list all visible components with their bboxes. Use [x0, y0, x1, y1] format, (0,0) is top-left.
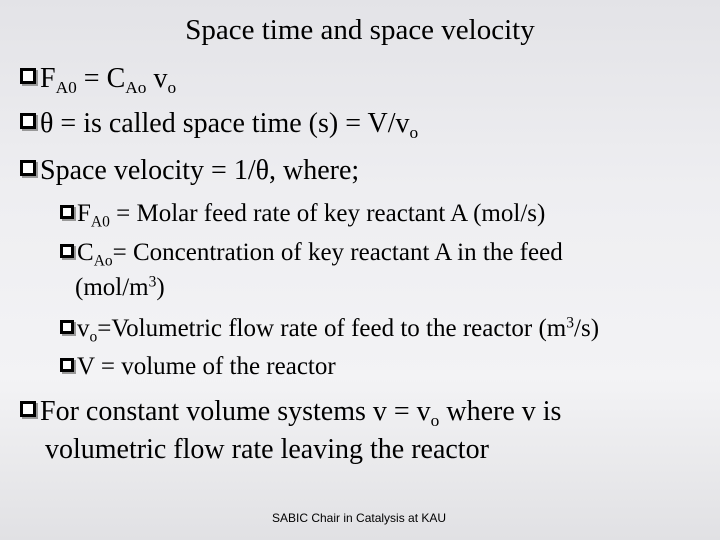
bullet-text: For constant volume systems v = v — [40, 396, 431, 427]
definition-cao — [60, 239, 563, 270]
definition-text: = Concentration of key reactant A in the feed — [112, 239, 563, 266]
definition-text: F — [77, 200, 91, 227]
bullet-text: where v is — [439, 396, 562, 427]
bullet-text: Space velocity = 1/θ, where; — [40, 155, 360, 186]
definition-text: ) — [156, 274, 165, 301]
subscript: o — [409, 123, 419, 143]
bullet-space-velocity — [20, 155, 359, 187]
subscript: o — [89, 328, 98, 346]
definition-v — [60, 353, 336, 381]
hollow-square-bullet-icon — [60, 243, 77, 260]
footer: SABIC Chair in Catalysis at KAU — [272, 511, 447, 525]
definition-text: C — [77, 239, 94, 266]
hollow-square-bullet-icon — [20, 159, 40, 179]
slide-title-text: Space time and space velocity — [185, 14, 535, 46]
bullet-space-time — [20, 108, 419, 143]
definition-text: (mol/m — [75, 274, 149, 301]
definition-vo — [60, 314, 600, 346]
bullet-constant-volume-continuation — [45, 434, 489, 466]
slide-title — [0, 14, 720, 47]
definition-text: V = volume of the reactor — [77, 353, 336, 380]
subscript: A0 — [90, 213, 110, 231]
definition-text: =Volumetric flow rate of feed to the reactor (m — [97, 315, 567, 342]
subscript: Ao — [125, 78, 147, 98]
subscript: o — [167, 78, 177, 98]
definition-cao-continuation — [75, 274, 165, 302]
hollow-square-bullet-icon — [60, 357, 77, 374]
bullet-fa0 — [20, 63, 177, 98]
bullet-constant-volume — [20, 396, 562, 431]
definition-text: = Molar feed rate of key reactant A (mol/s) — [109, 200, 546, 227]
bullet-text: volumetric flow rate leaving the reactor — [45, 434, 489, 465]
definition-text: /s) — [574, 315, 600, 342]
definition-fa0 — [60, 200, 546, 231]
bullet-text: F — [40, 63, 56, 94]
hollow-square-bullet-icon — [20, 400, 40, 420]
superscript: 3 — [566, 314, 575, 332]
subscript: Ao — [93, 252, 113, 270]
hollow-square-bullet-icon — [60, 204, 77, 221]
subscript: A0 — [55, 78, 77, 98]
hollow-square-bullet-icon — [20, 67, 40, 87]
superscript: 3 — [148, 273, 157, 291]
subscript: o — [430, 411, 440, 431]
bullet-text: = C — [76, 63, 126, 94]
hollow-square-bullet-icon — [60, 319, 77, 336]
hollow-square-bullet-icon — [20, 112, 40, 132]
definition-text: v — [77, 315, 90, 342]
bullet-text: θ = is called space time (s) = V/v — [40, 108, 410, 139]
bullet-text: v — [146, 63, 168, 94]
